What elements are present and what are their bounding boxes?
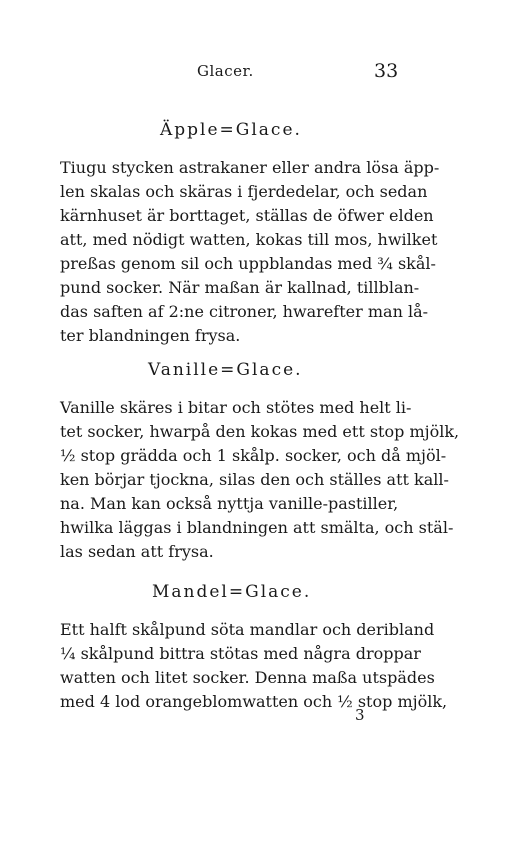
text-line: Vanille skäres i bitar och stötes med helt li- [60,398,412,417]
text-line: watten och litet socker. Denna maßa utspädes [60,668,435,687]
text-line: ½ stop grädda och 1 skålp. socker, och då mjöl- [60,446,447,465]
recipe-paragraph-vanille [60,396,460,564]
text-line: pund socker. När maßan är kallnad, tillblan- [60,278,420,297]
text-line: ter blandningen frysa. [60,326,241,345]
recipe-paragraph-mandel [60,618,448,714]
text-line: tet socker, hwarpå den kokas med ett stop mjölk, [60,422,460,441]
section-title-vanille-glace: Vanille=Glace. [148,360,303,380]
section-title-mandel-glace: Mandel=Glace. [152,582,312,602]
text-line: Tiugu stycken astrakaner eller andra lösa äpp- [60,158,440,177]
text-line: das saften af 2:ne citroner, hwarefter man lå- [60,302,429,321]
text-line: ken börjar tjockna, silas den och ställes att kall- [60,470,449,489]
recipe-paragraph-apple [60,156,440,348]
page-number: 33 [374,60,399,82]
text-line: na. Man kan också nyttja vanille-pastiller, [60,494,399,513]
text-line: hwilka läggas i blandningen att smälta, och stäl- [60,518,454,537]
running-header: Glacer. [197,62,254,80]
text-line: med 4 lod orangeblomwatten och ½ stop mjölk, [60,692,448,711]
text-line: kärnhuset är borttaget, ställas de öfwer elden [60,206,434,225]
signature-mark: 3 [355,706,365,724]
text-line: Ett halft skålpund söta mandlar och deribland [60,620,435,639]
text-line: las sedan att frysa. [60,542,214,561]
text-line: preßas genom sil och uppblandas med ¾ skål- [60,254,436,273]
section-title-apple-glace: Äpple=Glace. [160,120,302,140]
text-line: ¼ skålpund bittra stötas med några droppar [60,644,421,663]
text-line: att, med nödigt watten, kokas till mos, hwilket [60,230,438,249]
text-line: len skalas och skäras i fjerdedelar, och sedan [60,182,428,201]
